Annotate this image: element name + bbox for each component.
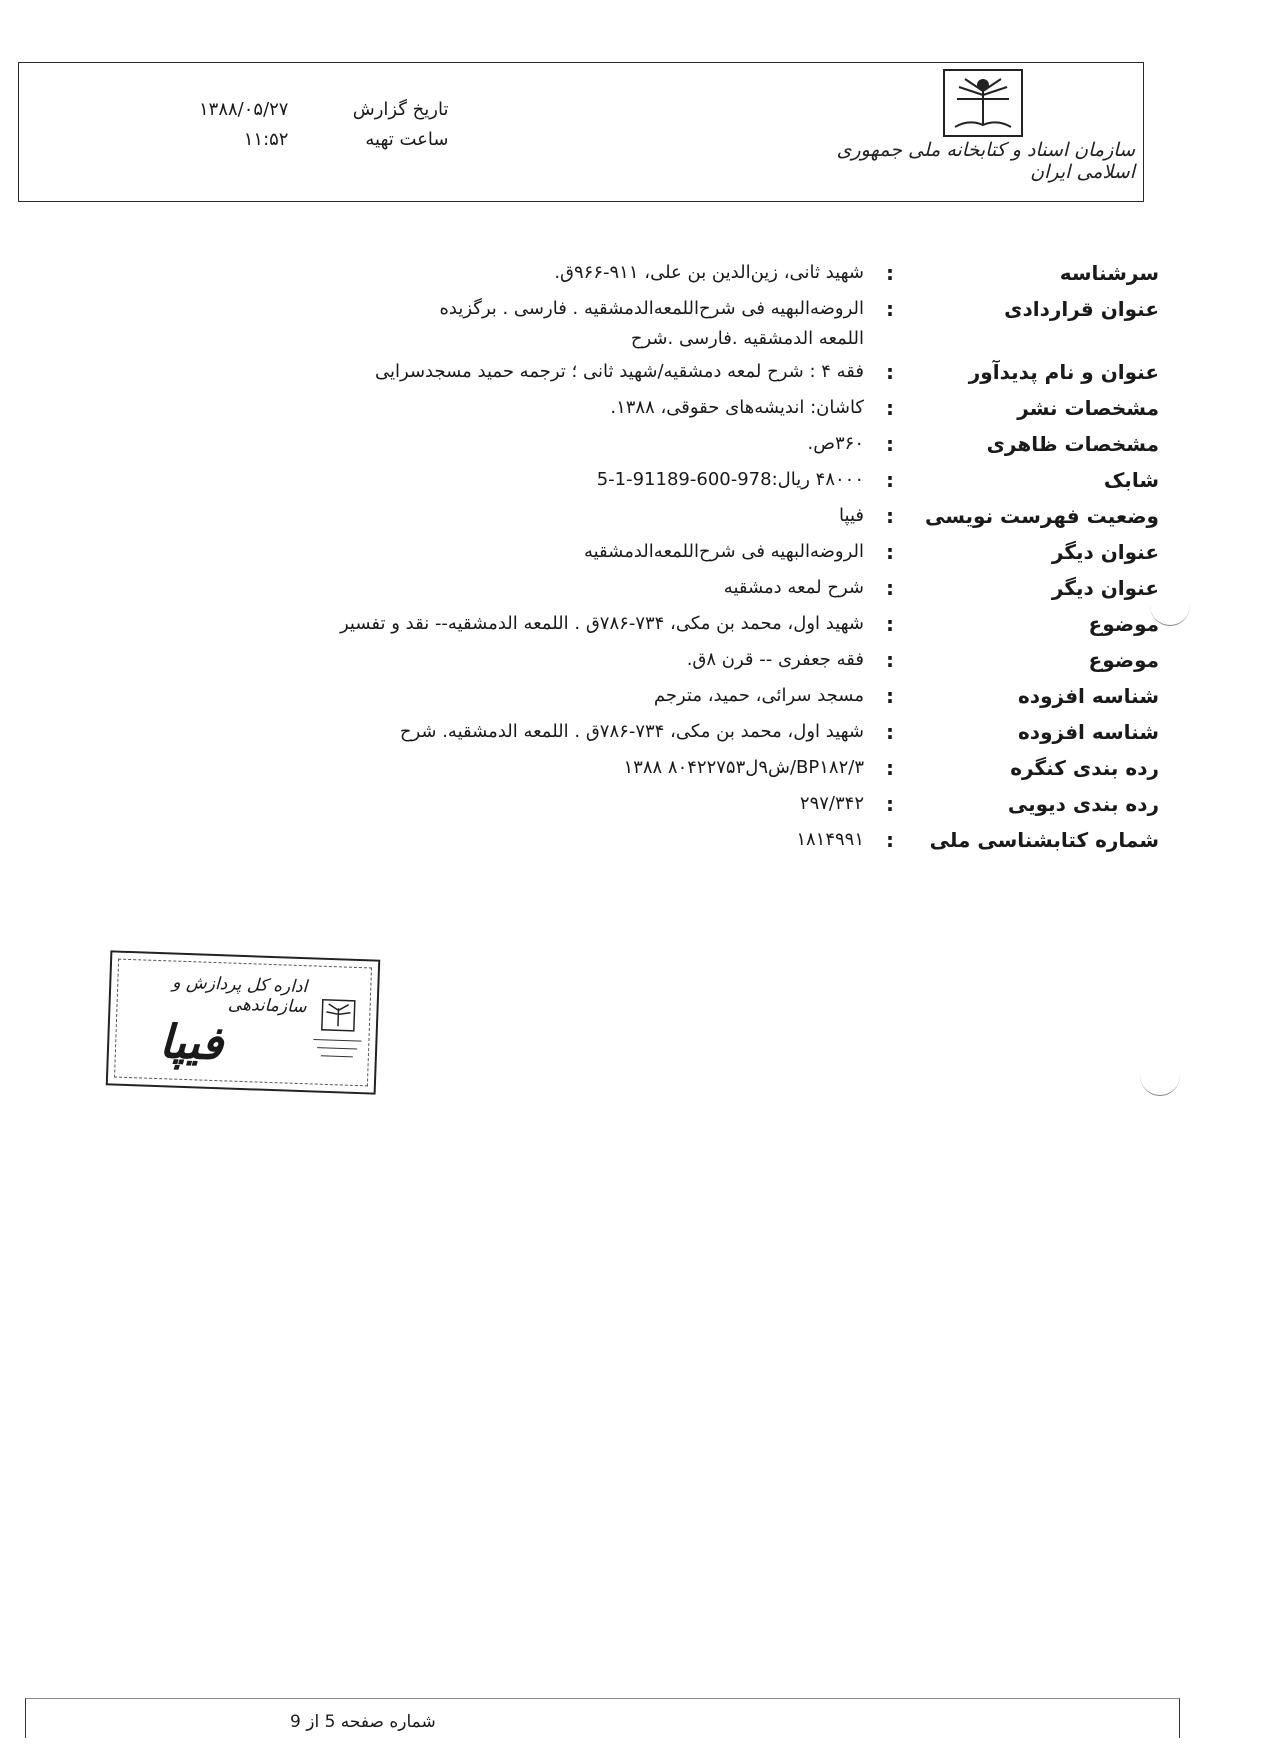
record-value bbox=[139, 822, 864, 855]
record-colon: : bbox=[886, 756, 894, 780]
record-label: عنوان دیگر bbox=[1051, 576, 1159, 600]
record-value bbox=[139, 498, 864, 531]
record-value-line: BP۱۸۲/۳/ش۹ل۸۰۴۲۲۷۵۳ ۱۳۸۸ bbox=[623, 757, 864, 778]
record-label: وضعیت فهرست نویسی bbox=[924, 504, 1159, 528]
record-label: مشخصات ظاهری bbox=[986, 432, 1159, 456]
stamp-signature: فیپا bbox=[158, 1014, 224, 1071]
record-colon: : bbox=[886, 261, 894, 285]
record-value bbox=[139, 426, 864, 459]
record-row bbox=[139, 534, 1159, 570]
record-value bbox=[139, 534, 864, 567]
record-value bbox=[139, 255, 864, 288]
record-colon: : bbox=[886, 468, 894, 492]
record-colon: : bbox=[886, 648, 894, 672]
record-value-line: ۱۸۱۴۹۹۱ bbox=[796, 829, 864, 850]
stamp-emblem-icon bbox=[307, 995, 369, 1067]
record-label: شناسه افزوده bbox=[1018, 720, 1159, 744]
prep-time-value: ۱۱:۵۲ bbox=[243, 129, 289, 150]
record-colon: : bbox=[886, 396, 894, 420]
stamp-title: اداره کل پردازش و سازماندهی bbox=[172, 972, 308, 1018]
record-value bbox=[139, 570, 864, 603]
bibliographic-record bbox=[139, 255, 1159, 858]
record-value bbox=[139, 678, 864, 711]
report-date-row bbox=[199, 95, 448, 125]
record-value bbox=[139, 354, 864, 387]
record-colon: : bbox=[886, 792, 894, 816]
record-colon: : bbox=[886, 720, 894, 744]
record-row bbox=[139, 606, 1159, 642]
page-number: شماره صفحه 5 از 9 bbox=[290, 1712, 436, 1732]
scan-mark bbox=[1140, 1055, 1180, 1096]
record-row bbox=[139, 291, 1159, 354]
record-value-line: شهید ثانی، زین‌الدین بن علی، ۹۱۱-۹۶۶ق. bbox=[554, 262, 864, 283]
record-colon: : bbox=[886, 576, 894, 600]
record-colon: : bbox=[886, 432, 894, 456]
record-colon: : bbox=[886, 540, 894, 564]
report-meta bbox=[199, 95, 448, 155]
record-value bbox=[139, 291, 864, 354]
record-colon: : bbox=[886, 297, 894, 321]
record-row bbox=[139, 642, 1159, 678]
record-colon: : bbox=[886, 612, 894, 636]
record-label: عنوان قراردادی bbox=[1004, 297, 1159, 321]
record-row bbox=[139, 678, 1159, 714]
prep-time-row bbox=[199, 125, 448, 155]
record-row bbox=[139, 426, 1159, 462]
record-value-line: ۳۶۰ص. bbox=[807, 433, 864, 454]
record-row bbox=[139, 354, 1159, 390]
record-row bbox=[139, 570, 1159, 606]
record-colon: : bbox=[886, 360, 894, 384]
record-label: شماره کتابشناسی ملی bbox=[929, 828, 1159, 852]
record-value bbox=[139, 390, 864, 423]
library-emblem-icon bbox=[943, 69, 1023, 137]
record-value-line: فقه ۴ : شرح لمعه دمشقیه/شهید ثانی ؛ ترجمه حمید مسجدسرایی bbox=[375, 361, 864, 382]
record-row bbox=[139, 390, 1159, 426]
record-row bbox=[139, 822, 1159, 858]
record-value bbox=[139, 714, 864, 747]
library-logo bbox=[835, 69, 1135, 197]
record-value-line: کاشان: اندیشه‌های حقوقی، ۱۳۸۸. bbox=[610, 397, 864, 418]
record-label: شابک bbox=[1103, 468, 1159, 492]
report-date-label: تاریخ گزارش bbox=[352, 99, 449, 120]
record-value bbox=[139, 750, 864, 783]
record-row bbox=[139, 750, 1159, 786]
report-header bbox=[18, 62, 1144, 202]
record-value-line: مسجد سرائی، حمید، مترجم bbox=[653, 685, 864, 706]
record-row bbox=[139, 462, 1159, 498]
record-label: رده بندی دیویی bbox=[1007, 792, 1159, 816]
record-label: سرشناسه bbox=[1059, 261, 1159, 285]
record-value-line: الروضه‌البهیه فی شرح‌اللمعه‌الدمشقیه bbox=[583, 541, 864, 562]
prep-time-label: ساعت تهیه bbox=[365, 129, 449, 150]
record-value-line: ۲۹۷/۳۴۲ bbox=[799, 793, 864, 814]
record-label: عنوان و نام پدیدآور bbox=[968, 360, 1159, 384]
record-colon: : bbox=[886, 684, 894, 708]
record-row bbox=[139, 255, 1159, 291]
record-value-line: ۴۸۰۰۰ ریال:978-600-91189-1-5 bbox=[596, 469, 864, 490]
fipa-stamp bbox=[106, 950, 381, 1094]
record-value-line: فقه جعفری -- قرن ۸ق. bbox=[686, 649, 864, 670]
record-row bbox=[139, 714, 1159, 750]
record-value-line: شهید اول، محمد بن مکی، ۷۳۴-۷۸۶ق . اللمعه الدمشقیه-- نقد و تفسیر bbox=[339, 613, 864, 634]
record-value bbox=[139, 786, 864, 819]
record-value-line: فیپا bbox=[839, 505, 864, 526]
record-value bbox=[139, 606, 864, 639]
logo-caption: سازمان اسناد و کتابخانه ملی جمهوری اسلامی ایران bbox=[836, 139, 1135, 183]
record-colon: : bbox=[886, 828, 894, 852]
scan-mark bbox=[1150, 585, 1190, 626]
page-footer bbox=[25, 1698, 1180, 1738]
record-row bbox=[139, 498, 1159, 534]
record-value-line: اللمعه الدمشقیه .فارسی .شرح bbox=[630, 328, 864, 349]
record-colon: : bbox=[886, 504, 894, 528]
record-value bbox=[139, 462, 864, 495]
record-label: عنوان دیگر bbox=[1051, 540, 1159, 564]
record-value-line: شرح لمعه دمشقیه bbox=[723, 577, 864, 598]
record-label: شناسه افزوده bbox=[1018, 684, 1159, 708]
record-value-line: شهید اول، محمد بن مکی، ۷۳۴-۷۸۶ق . اللمعه الدمشقیه. شرح bbox=[399, 721, 864, 742]
record-label: موضوع bbox=[1088, 612, 1159, 636]
record-label: موضوع bbox=[1088, 648, 1159, 672]
record-row bbox=[139, 786, 1159, 822]
record-label: مشخصات نشر bbox=[1017, 396, 1159, 420]
record-value bbox=[139, 642, 864, 675]
report-date-value: ۱۳۸۸/۰۵/۲۷ bbox=[199, 99, 289, 120]
record-value-line: الروضه‌البهیه فی شرح‌اللمعه‌الدمشقیه . فارسی . برگزیده bbox=[439, 298, 864, 319]
record-label: رده بندی کنگره bbox=[1010, 756, 1159, 780]
